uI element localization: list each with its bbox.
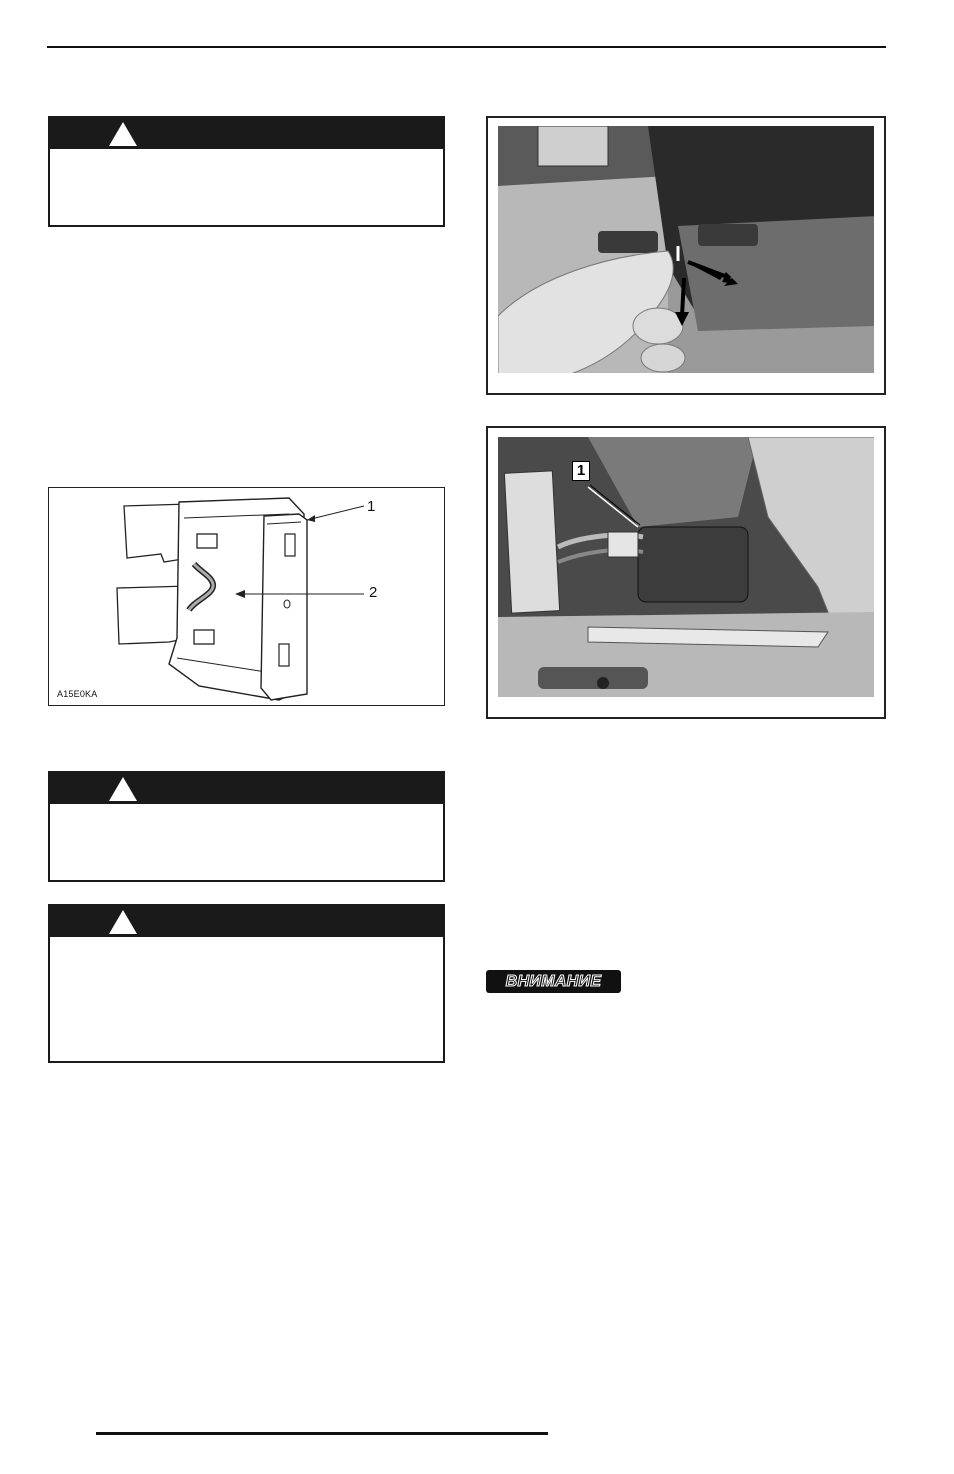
- warning-box-3: [48, 904, 445, 1063]
- warning-header: [50, 118, 443, 149]
- photo-figure-2: [486, 426, 886, 719]
- warning-header: [50, 906, 443, 937]
- header-rule: [47, 46, 886, 48]
- photo-panel-removal-image: [498, 126, 874, 373]
- fuse-callout-2: 2: [369, 584, 378, 601]
- photo-callout-1: 1: [572, 461, 590, 481]
- footer-rule: [96, 1432, 548, 1435]
- warning-triangle-icon: [108, 909, 138, 935]
- caution-badge: [486, 970, 621, 993]
- warning-triangle-icon: [108, 776, 138, 802]
- caution-label: ВНИМАНИЕ: [505, 973, 602, 990]
- fuse-callout-1: 1: [367, 498, 376, 515]
- fuse-figure: [48, 487, 445, 706]
- warning-box-1: [48, 116, 445, 227]
- warning-triangle-icon: [108, 121, 138, 147]
- photo-panel-removal: [498, 126, 874, 373]
- warning-box-2: [48, 771, 445, 882]
- warning-header: [50, 773, 443, 804]
- figure-code: A15E0KA: [57, 689, 98, 699]
- photo-figure-1: [486, 116, 886, 395]
- fuse-illustration: [49, 488, 444, 705]
- photo-module-location-image: [498, 437, 874, 697]
- photo-module-location: [498, 437, 874, 697]
